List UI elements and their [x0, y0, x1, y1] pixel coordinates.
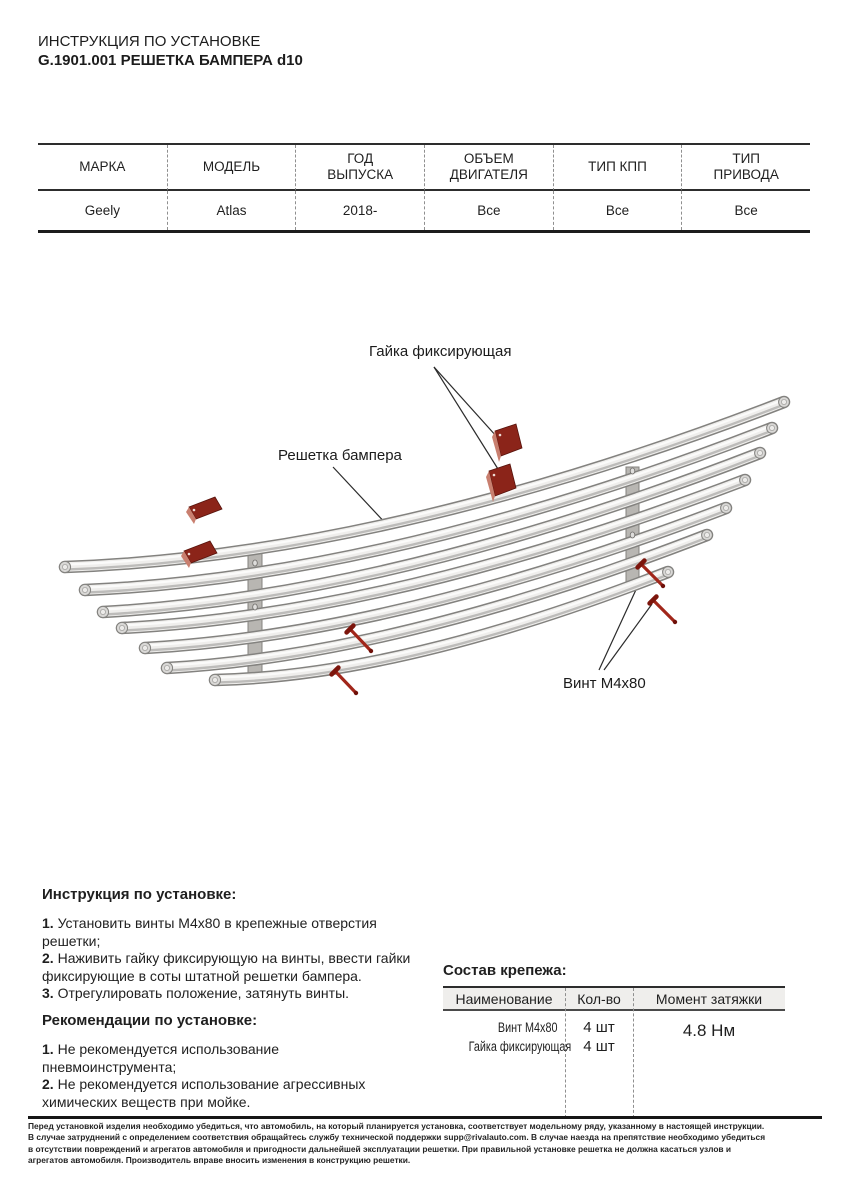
footer-line: в отсутствии повреждений и агрегатов автомобиля и пригодности дальнейшей эксплуатации решетки. При правильной установке решетка не должна касаться узлов и	[28, 1143, 732, 1154]
hardware-item-name: Винт М4х80	[497, 1020, 557, 1035]
hardware-table	[443, 986, 785, 1118]
hardware-torque-value: 4.8 Нм	[682, 1021, 736, 1040]
footer-line: агрегатов автомобиля. Производитель вправе вносить изменения в конструкцию решетки.	[28, 1154, 411, 1165]
document-title	[38, 33, 303, 70]
hardware-col-torque: Момент затяжки	[655, 990, 763, 1007]
vehicle-col-header: ТИП КПП	[553, 145, 682, 191]
vehicle-value-year: 2018-	[295, 191, 424, 230]
hardware-item-qty: 4 шт	[583, 1038, 615, 1055]
label-fixing-nut: Гайка фиксирующая	[369, 343, 512, 360]
install-step-line: фиксирующие в соты штатной решетки бампера.	[42, 967, 362, 984]
title-line-1: ИНСТРУКЦИЯ ПО УСТАНОВКЕ	[38, 33, 261, 50]
recommend-step-line: 1. Не рекомендуется использование	[42, 1041, 280, 1057]
recommend-step-line: химических веществ при мойке.	[42, 1093, 251, 1110]
recommendations-section	[42, 1012, 444, 1111]
install-step-line: 3. Отрегулировать положение, затянуть винты.	[42, 985, 350, 1001]
vehicle-col-header: ОБЪЕМ ДВИГАТЕЛЯ	[424, 145, 553, 191]
legal-footer	[28, 1116, 822, 1166]
vehicle-value-brand: Geely	[84, 203, 120, 218]
install-steps	[42, 915, 444, 1003]
vehicle-col-header: ТИП ПРИВОДА	[681, 145, 810, 191]
grille-diagram	[0, 330, 848, 730]
install-step-line: 2. Наживить гайку фиксирующую на винты, ввести гайки	[42, 950, 411, 966]
vehicle-table	[38, 143, 810, 233]
vehicle-col-header: ГОД ВЫПУСКА	[295, 145, 424, 191]
hardware-table-section	[443, 962, 785, 1118]
install-step-line: 1. Установить винты М4х80 в крепежные отверстия	[42, 915, 377, 931]
hardware-table-header	[443, 988, 785, 1011]
recommend-heading: Рекомендации по установке:	[42, 1012, 258, 1029]
column-divider	[633, 988, 634, 1118]
hardware-col-qty: Кол-во	[577, 990, 621, 1007]
grille-tubes	[59, 397, 789, 686]
hardware-item-name: Гайка фиксирующая	[468, 1039, 572, 1054]
hardware-item-qty: 4 шт	[583, 1019, 615, 1036]
hardware-heading: Состав крепежа:	[443, 962, 567, 979]
vehicle-value-drive: Все	[681, 191, 810, 230]
vehicle-value-engine: Все	[424, 191, 553, 230]
install-step-line: решетки;	[42, 932, 101, 949]
vehicle-col-header: МАРКА	[38, 145, 167, 191]
vehicle-col-header: МОДЕЛЬ	[167, 145, 296, 191]
install-instructions-section	[42, 886, 444, 1003]
vehicle-value-model: Atlas	[167, 191, 296, 230]
recommend-steps	[42, 1041, 444, 1111]
label-screw: Винт М4х80	[563, 675, 646, 692]
footer-line: Перед установкой изделия необходимо убедиться, что автомобиль, на который планируется установка, соответствует модельному ряду, указанному в настоящей инструкции.	[28, 1121, 765, 1131]
footer-line: В случае затруднений с определением соответствия обращайтесь службу технической поддержки supp@rivalauto.com. В случае наезда на препятствие необходимо убедиться	[28, 1132, 766, 1143]
title-line-2: G.1901.001 РЕШЕТКА БАМПЕРА d10	[38, 51, 303, 69]
hardware-table-rows	[443, 1011, 785, 1056]
label-grille: Решетка бампера	[278, 447, 402, 464]
install-heading: Инструкция по установке:	[42, 886, 237, 903]
recommend-step-line: 2. Не рекомендуется использование агрессивных	[42, 1076, 366, 1092]
recommend-step-line: пневмоинструмента;	[42, 1058, 177, 1075]
hardware-col-name: Наименование	[455, 990, 553, 1007]
vehicle-value-gearbox: Все	[553, 191, 682, 230]
